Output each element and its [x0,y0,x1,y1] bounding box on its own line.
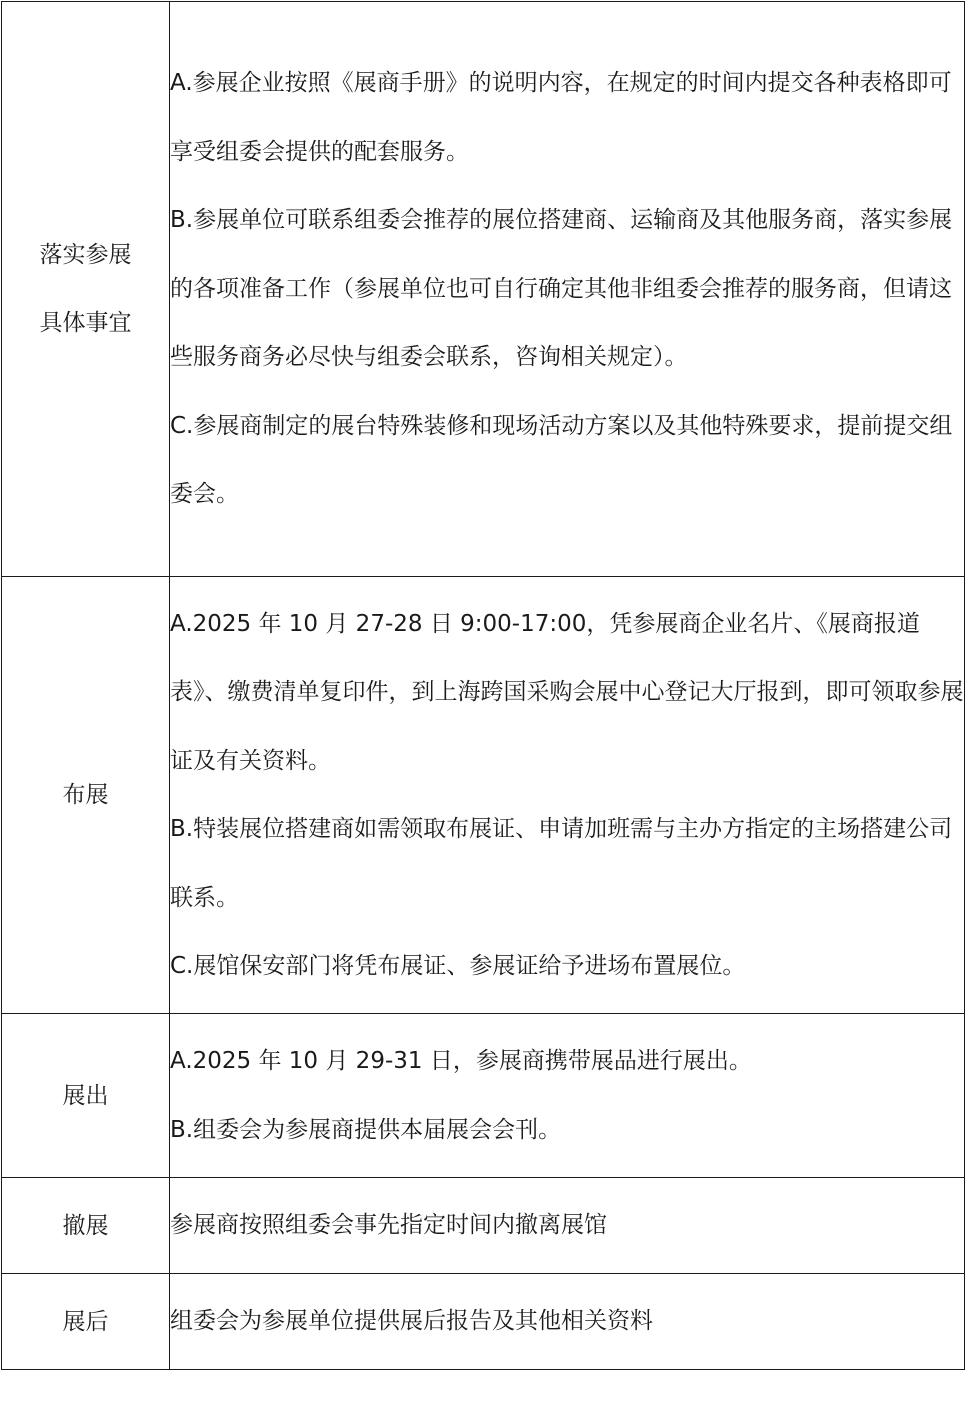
row-label-line: 具体事宜 [39,310,132,336]
table-row-teardown [2,1178,965,1274]
content-item: A.2025 年 10 月 29-31 日，参展商携带展品进行展出。 [170,1048,752,1074]
content-item: C.参展商制定的展台特殊装修和现场活动方案以及其他特殊要求，提前提交组委会。 [170,412,953,508]
row-label-line: 展后 [62,1308,109,1335]
content-item: 组委会为参展单位提供展后报告及其他相关资料 [170,1308,653,1335]
row-label-cell [2,577,170,1014]
row-label-cell [2,1178,170,1274]
row-label-line: 展出 [62,1082,109,1109]
table-row-post-show [2,1274,965,1370]
table-row-setup [2,577,965,1014]
row-content-cell [170,2,965,577]
content-item: B.组委会为参展商提供本届展会会刊。 [170,1116,562,1143]
exhibition-schedule-table [1,1,965,1370]
row-label-cell [2,2,170,577]
row-label-line: 撤展 [62,1212,109,1239]
row-label-cell [2,1274,170,1370]
table-row-preparation [2,2,965,577]
content-item: 参展商按照组委会事先指定时间内撤离展馆 [170,1212,607,1239]
row-content-cell [170,1274,965,1370]
row-content-cell [170,1178,965,1274]
row-content-cell [170,577,965,1014]
row-label-line: 布展 [62,782,109,808]
content-item: B.特装展位搭建商如需领取布展证、申请加班需与主办方指定的主场搭建公司联系。 [170,816,953,911]
content-item: A.参展企业按照《展商手册》的说明内容，在规定的时间内提交各种表格即可享受组委会提供的配套服务。 [170,70,952,165]
row-label-cell [2,1014,170,1178]
table-row-exhibition [2,1014,965,1178]
row-label-line: 落实参展 [39,242,132,268]
row-content-cell [170,1014,965,1178]
content-item: C.展馆保安部门将凭布展证、参展证给予进场布置展位。 [170,953,746,979]
content-item: A.2025 年 10 月 27-28 日 9:00-17:00，凭参展商企业名片、《展商报道表》、缴费清单复印件，到上海跨国采购会展中心登记大厅报到，即可领取参展证及有关资料。 [170,610,964,774]
content-item: B.参展单位可联系组委会推荐的展位搭建商、运输商及其他服务商，落实参展的各项准备工作（参展单位也可自行确定其他非组委会推荐的服务商，但请这些服务商务必尽快与组委会联系，咨询相关规定）。 [170,207,953,371]
